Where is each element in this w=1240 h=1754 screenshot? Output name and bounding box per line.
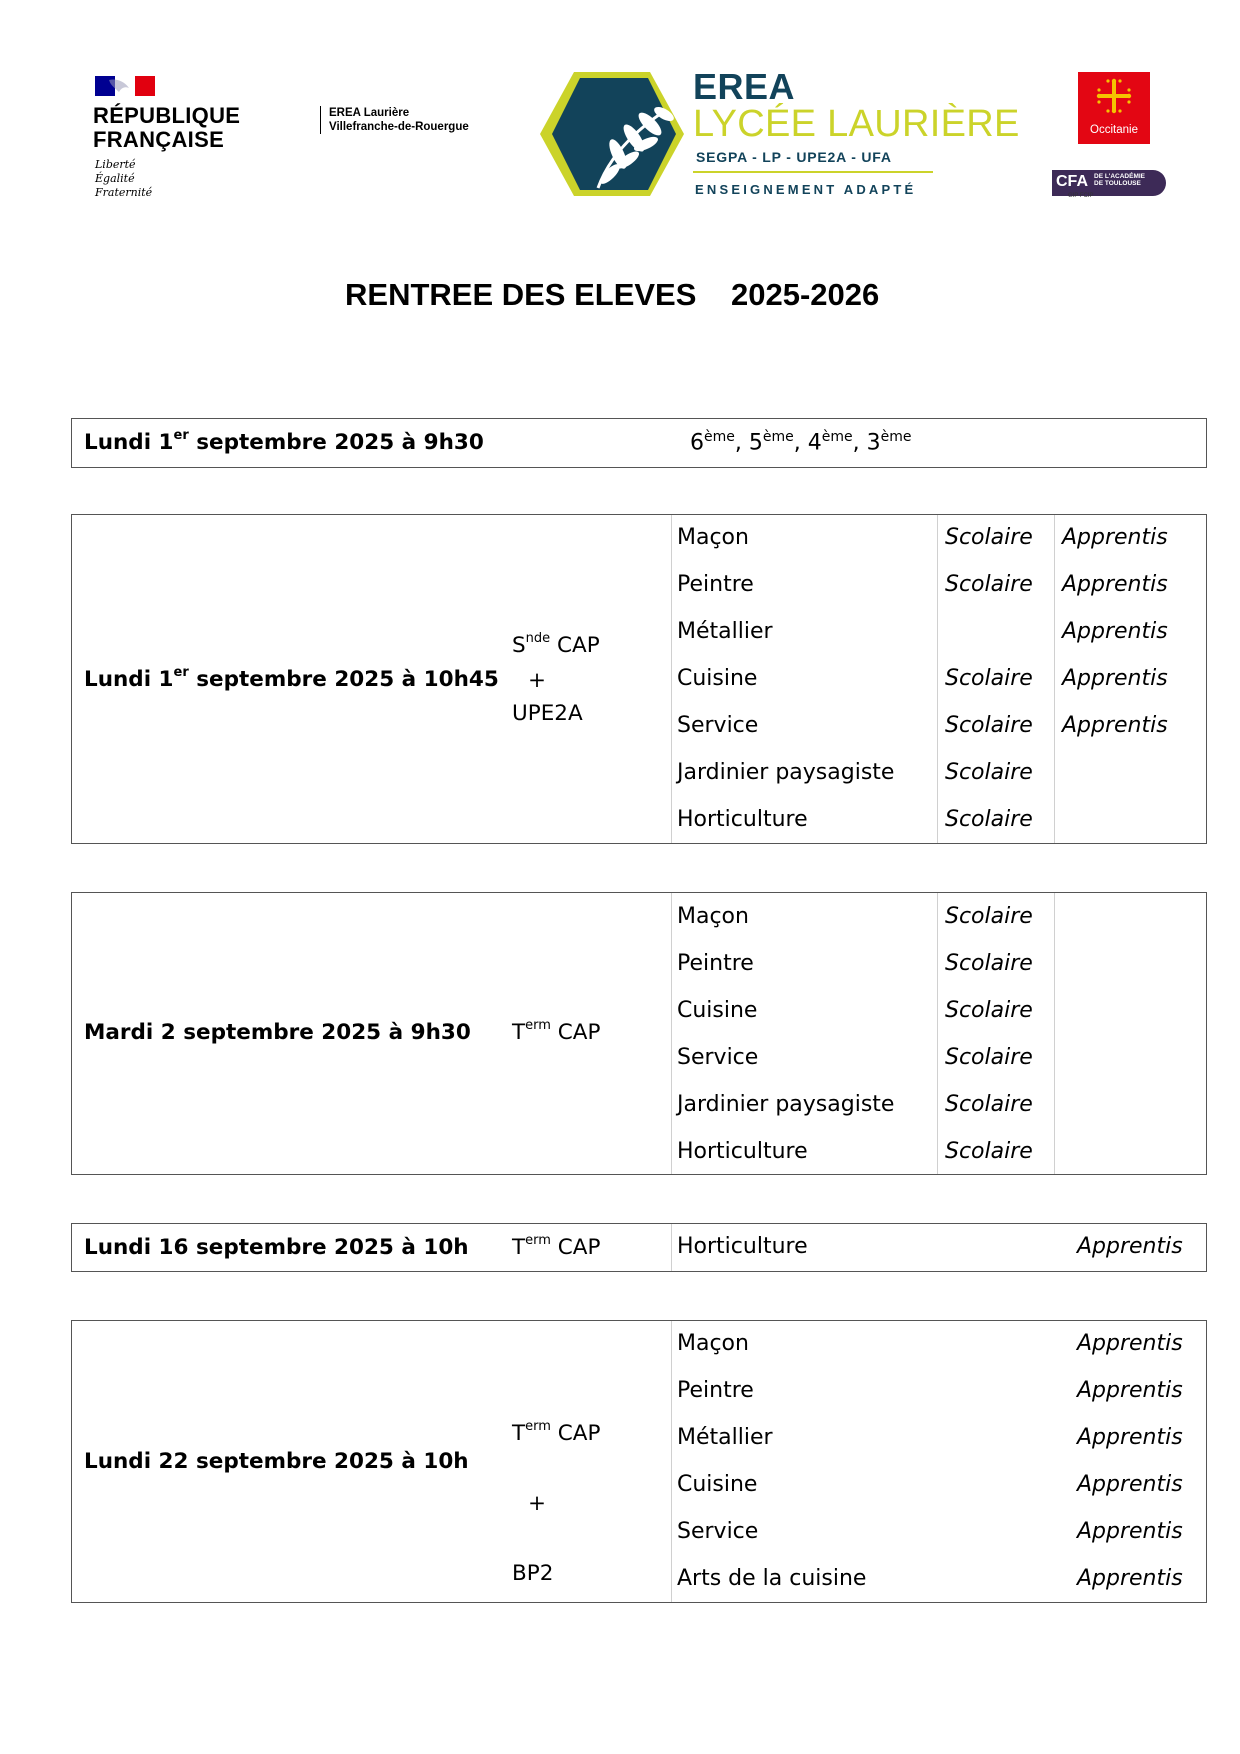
republique-line1: RÉPUBLIQUE	[93, 103, 241, 128]
filiere-cell: Métallier	[677, 619, 773, 644]
title-rentree: RENTREE DES ELEVES	[345, 277, 697, 312]
class-sep: ,	[852, 430, 867, 456]
class-4-number: 4	[807, 430, 822, 456]
class-4-sup: ème	[821, 429, 853, 445]
filiere-cell: Service	[677, 1045, 759, 1070]
apprentis-cell: Apprentis	[1077, 1519, 1183, 1544]
column-divider	[671, 1321, 672, 1602]
republique-motto	[95, 158, 152, 200]
class-5-number: 5	[748, 430, 763, 456]
filiere-cell: Horticulture	[677, 1234, 808, 1259]
erea-hexagon-logo	[538, 70, 686, 198]
level-line3: BP2	[512, 1561, 554, 1586]
motto-fraternite: Fraternité	[95, 186, 153, 199]
occitanie-label: Occitanie	[1090, 124, 1138, 136]
column-divider	[671, 515, 672, 843]
cfa-logo-academie	[1094, 173, 1145, 187]
filiere-cell: Cuisine	[677, 1472, 758, 1497]
filiere-cell: Horticulture	[677, 1139, 808, 1164]
apprentis-cell: Apprentis	[1077, 1378, 1183, 1403]
filiere-cell: Peintre	[677, 951, 754, 976]
marianne-flag-logo	[95, 76, 155, 96]
level-line1	[512, 1232, 601, 1260]
class-6-sup: ème	[704, 429, 735, 445]
level-main: T	[512, 1421, 526, 1446]
filiere-cell: Métallier	[677, 1425, 773, 1450]
level-rest: CAP	[550, 1235, 601, 1260]
erea-logo-divider	[693, 171, 933, 173]
scolaire-cell: Scolaire	[945, 1045, 1033, 1070]
schedule-block-terminale-cap-scolaire	[71, 892, 1207, 1175]
apprentis-cell: Apprentis	[1062, 572, 1168, 597]
level-line3: UPE2A	[512, 701, 583, 726]
column-divider	[671, 1224, 672, 1271]
schedule-block-terminale-cap-bp2	[71, 1320, 1207, 1603]
scolaire-cell: Scolaire	[945, 998, 1033, 1023]
establishment-line1: EREA Laurière	[329, 107, 410, 119]
filiere-cell: Service	[677, 1519, 759, 1544]
filiere-cell: Horticulture	[677, 807, 808, 832]
motto-liberte: Liberté	[95, 158, 136, 171]
date-sup: er	[173, 427, 189, 443]
level-rest: CAP	[550, 633, 600, 658]
schedule-block-college	[71, 418, 1207, 468]
level-sup: erm	[525, 1017, 551, 1033]
motto-egalite: Égalité	[95, 172, 135, 185]
schedule-block-seconde-cap	[71, 514, 1207, 844]
apprentis-cell: Apprentis	[1077, 1566, 1183, 1591]
class-sep: ,	[734, 430, 749, 456]
filiere-cell: Service	[677, 713, 759, 738]
scolaire-cell: Scolaire	[945, 666, 1033, 691]
date-prefix: Lundi 1	[84, 667, 174, 692]
scolaire-cell: Scolaire	[945, 525, 1033, 550]
level-rest: CAP	[550, 1020, 601, 1045]
level-line1	[512, 1418, 601, 1446]
class-sep: ,	[793, 430, 808, 456]
filiere-cell: Jardinier paysagiste	[677, 760, 895, 785]
apprentis-cell: Apprentis	[1062, 666, 1168, 691]
apprentis-cell: Apprentis	[1077, 1425, 1183, 1450]
apprentis-cell: Apprentis	[1062, 525, 1168, 550]
filiere-cell: Maçon	[677, 1331, 749, 1356]
date-prefix: Lundi 16 septembre 2025 à 10h	[84, 1235, 469, 1260]
level-main: T	[512, 1020, 526, 1045]
erea-logo-subtitle: SEGPA - LP - UPE2A - UFA	[696, 149, 892, 165]
column-divider	[937, 893, 938, 1174]
republique-francaise-logo-text	[93, 104, 240, 152]
level-main: T	[512, 1235, 526, 1260]
scolaire-cell: Scolaire	[945, 572, 1033, 597]
erea-logo-title: EREA	[693, 66, 796, 107]
level-plus: +	[528, 668, 547, 693]
filiere-cell: Maçon	[677, 904, 749, 929]
level-plus: +	[528, 1491, 547, 1516]
republique-line2: FRANÇAISE	[93, 127, 225, 152]
scolaire-cell: Scolaire	[945, 904, 1033, 929]
column-divider	[1054, 515, 1055, 843]
class-3-number: 3	[866, 430, 881, 456]
block-date	[84, 1449, 469, 1474]
level-main: S	[512, 633, 526, 658]
block-date	[84, 1235, 469, 1260]
college-classes	[690, 429, 912, 455]
level-line1	[512, 1017, 601, 1045]
block-date	[84, 664, 499, 692]
column-divider	[1054, 893, 1055, 1174]
scolaire-cell: Scolaire	[945, 951, 1033, 976]
level-sup: nde	[525, 630, 551, 646]
erea-logo-lycee: LYCÉE LAURIÈRE	[693, 103, 1020, 145]
date-sup: er	[173, 664, 189, 680]
scolaire-cell: Scolaire	[945, 807, 1033, 832]
scolaire-cell: Scolaire	[945, 1092, 1033, 1117]
scolaire-cell: Scolaire	[945, 1139, 1033, 1164]
title-year: 2025-2026	[731, 277, 880, 312]
cfa-logo-gip: GIP FCIP	[1068, 193, 1094, 199]
apprentis-cell: Apprentis	[1077, 1331, 1183, 1356]
cfa-logo-label: CFA	[1056, 173, 1088, 190]
level-sup: erm	[525, 1232, 551, 1248]
scolaire-cell: Scolaire	[945, 713, 1033, 738]
filiere-cell: Cuisine	[677, 666, 758, 691]
block-date	[84, 1020, 471, 1045]
establishment-line2: Villefranche-de-Rouergue	[329, 121, 469, 133]
class-6-number: 6	[690, 430, 704, 456]
level-rest: CAP	[550, 1421, 601, 1446]
level-line1	[512, 630, 600, 658]
level-sup: erm	[525, 1418, 551, 1434]
cfa-sub-line2: DE TOULOUSE	[1094, 180, 1141, 187]
apprentis-cell: Apprentis	[1077, 1234, 1183, 1259]
class-3-sup: ème	[880, 429, 912, 445]
filiere-cell: Peintre	[677, 1378, 754, 1403]
occitanie-region-logo	[1078, 72, 1150, 144]
establishment-name	[320, 106, 469, 134]
date-prefix: Lundi 1	[84, 430, 174, 455]
filiere-cell: Arts de la cuisine	[677, 1566, 867, 1591]
occitan-cross-icon	[1096, 78, 1132, 114]
schedule-block-terminale-cap-horticulture	[71, 1223, 1207, 1272]
filiere-cell: Peintre	[677, 572, 754, 597]
filiere-cell: Jardinier paysagiste	[677, 1092, 895, 1117]
block-date	[84, 427, 484, 455]
filiere-cell: Cuisine	[677, 998, 758, 1023]
date-suffix: septembre 2025 à 10h45	[188, 667, 499, 692]
scolaire-cell: Scolaire	[945, 760, 1033, 785]
date-prefix: Mardi 2 septembre 2025 à 9h30	[84, 1020, 471, 1045]
apprentis-cell: Apprentis	[1062, 713, 1168, 738]
date-prefix: Lundi 22 septembre 2025 à 10h	[84, 1449, 469, 1474]
filiere-cell: Maçon	[677, 525, 749, 550]
date-suffix: septembre 2025 à 9h30	[188, 430, 484, 455]
apprentis-cell: Apprentis	[1062, 619, 1168, 644]
cfa-sub-line1: DE L'ACADÉMIE	[1094, 173, 1146, 180]
column-divider	[937, 515, 938, 843]
erea-logo-tagline: ENSEIGNEMENT ADAPTÉ	[695, 182, 917, 197]
apprentis-cell: Apprentis	[1077, 1472, 1183, 1497]
column-divider	[671, 893, 672, 1174]
class-5-sup: ème	[762, 429, 794, 445]
